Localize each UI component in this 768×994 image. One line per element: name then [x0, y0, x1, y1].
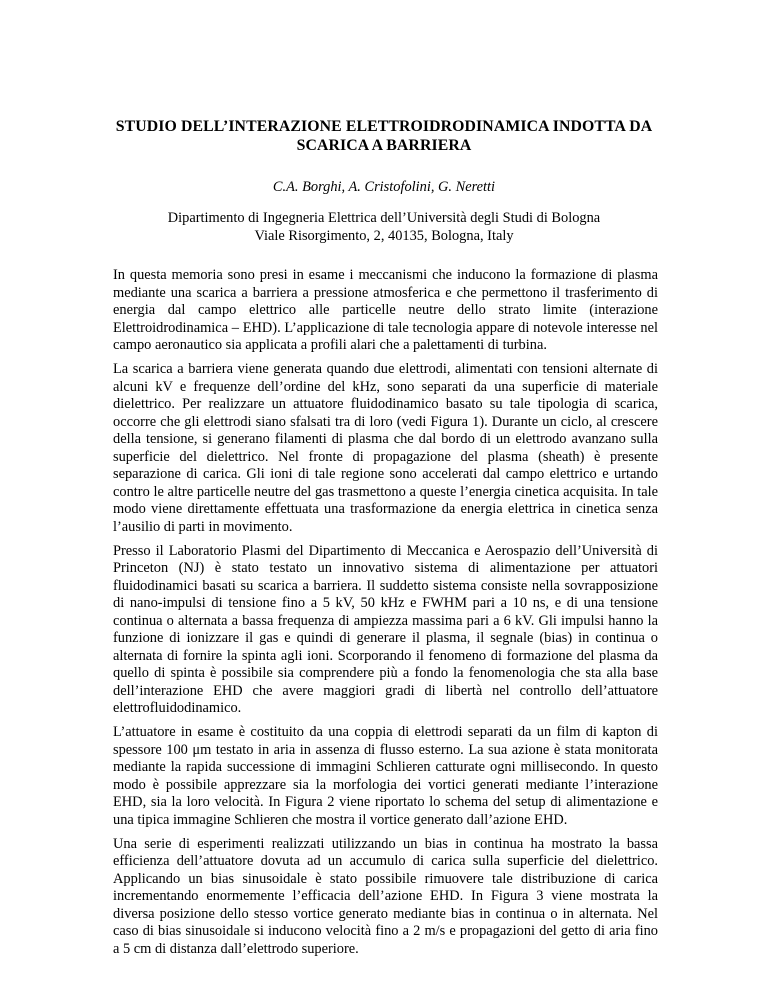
affiliation-department: Dipartimento di Ingegneria Elettrica dell’Università degli Studi di Bologna — [167, 210, 601, 226]
paragraph: L’attuatore in esame è costituito da una coppia di elettrodi separati da un film di kapton di spessore 100 μm testato in aria in assenza di flusso esterno. La sua azione è stata monitorata mediante la rapida successione di immagini Schlieren catturate ogni millisecondo. In questo modo è possibile apprezzare sia la morfologia dei vortici generati mediante l’interazione EHD, sia la loro velocità. In Figura 2 viene riportato lo schema del setup di alimentazione e una tipica immagine Schlieren che mostra il vortice generato dall’azione EHD. — [113, 724, 658, 828]
paragraph: In questa memoria sono presi in esame i meccanismi che inducono la formazione di plasma mediante una scarica a barriera a pressione atmosferica e che permettono il trasferimento di energia dal campo elettrico alle particelle neutre dello strato limite (interazione Elettroidrodinamica – EHD). L’applicazione di tale tecnologia appare di notevole interesse nel campo aeronautico sia applicata a profili alari che a palettamenti di turbina. — [113, 267, 658, 353]
affiliation-address: Viale Risorgimento, 2, 40135, Bologna, Italy — [254, 227, 514, 244]
paragraph: Una serie di esperimenti realizzati utilizzando un bias in continua ha mostrato la bassa efficienza dell’attuatore dovuta ad un accumulo di carica sulla superficie del dielettrico. Applicando un bias sinusoidale è stato possibile rimuovere tale distribuzione di carica incrementando enormemente l’efficacia dell’azione EHD. In Figura 3 viene mostrata la diversa posizione dello stesso vortice generato mediante bias in continua o in alternata. Nel caso di bias sinusoidale si inducono velocità fino a 2 m/s e propagazioni del getto di aria fino a 5 cm di distanza dall’elettrodo superiore. — [113, 835, 658, 957]
paragraph: Presso il Laboratorio Plasmi del Dipartimento di Meccanica e Aerospazio dell’Università di Princeton (NJ) è stato testato un innovativo sistema di alimentazione per attuatori fluidodinamici basati su scarica a barriera. Il suddetto sistema consiste nella sovrapposizione di nano-impulsi di tensione fino a 5 kV, 50 kHz e FWHM pari a 10 ns, e di una tensione continua o alternata a bassa frequenza di ampiezza massima pari a 6 kV. Gli impulsi hanno la funzione di ionizzare il gas e quindi di generare il plasma, il segnale (bias) in continua o alternata di fornire la spinta agli ioni. Scorporando il fenomeno di formazione del plasma da quello di spinta è possibile sia comprendere più a fondo la fenomenologia che sta alla base dell’interazione EHD che avere maggiori gradi di libertà nel controllo dell’attuatore elettrofluidodinamico. — [113, 542, 658, 716]
paper-body — [113, 267, 658, 965]
paragraph: La scarica a barriera viene generata quando due elettrodi, alimentati con tensioni alternate di alcuni kV e frequenze dell’ordine del kHz, sono separati da una superficie di materiale dielettrico. Per realizzare un attuatore fluidodinamico basato su tale tipologia di scarica, occorre che gli elettrodi siano sfalsati tra di loro (vedi Figura 1). Durante un ciclo, al crescere della tensione, si generano filamenti di plasma che dal bordo di un elettrodo avanzano sulla superficie del dielettrico. Nel fronte di propagazione del plasma (sheath) è presente separazione di carica. Gli ioni di tale regione sono accelerati dal campo elettrico e urtando contro le altre particelle neutre del gas trasmettono a queste l’energia cinetica acquisita. In tale modo viene direttamente effettuata una trasformazione da energia elettrica in cinetica senza l’ausilio di parti in movimento. — [113, 361, 658, 535]
paper-title: STUDIO DELL’INTERAZIONE ELETTROIDRODINAMICA INDOTTA DA SCARICA A BARRIERA — [115, 118, 653, 154]
paper-authors: C.A. Borghi, A. Cristofolini, G. Neretti — [272, 179, 496, 195]
paper-affiliation — [100, 210, 668, 245]
